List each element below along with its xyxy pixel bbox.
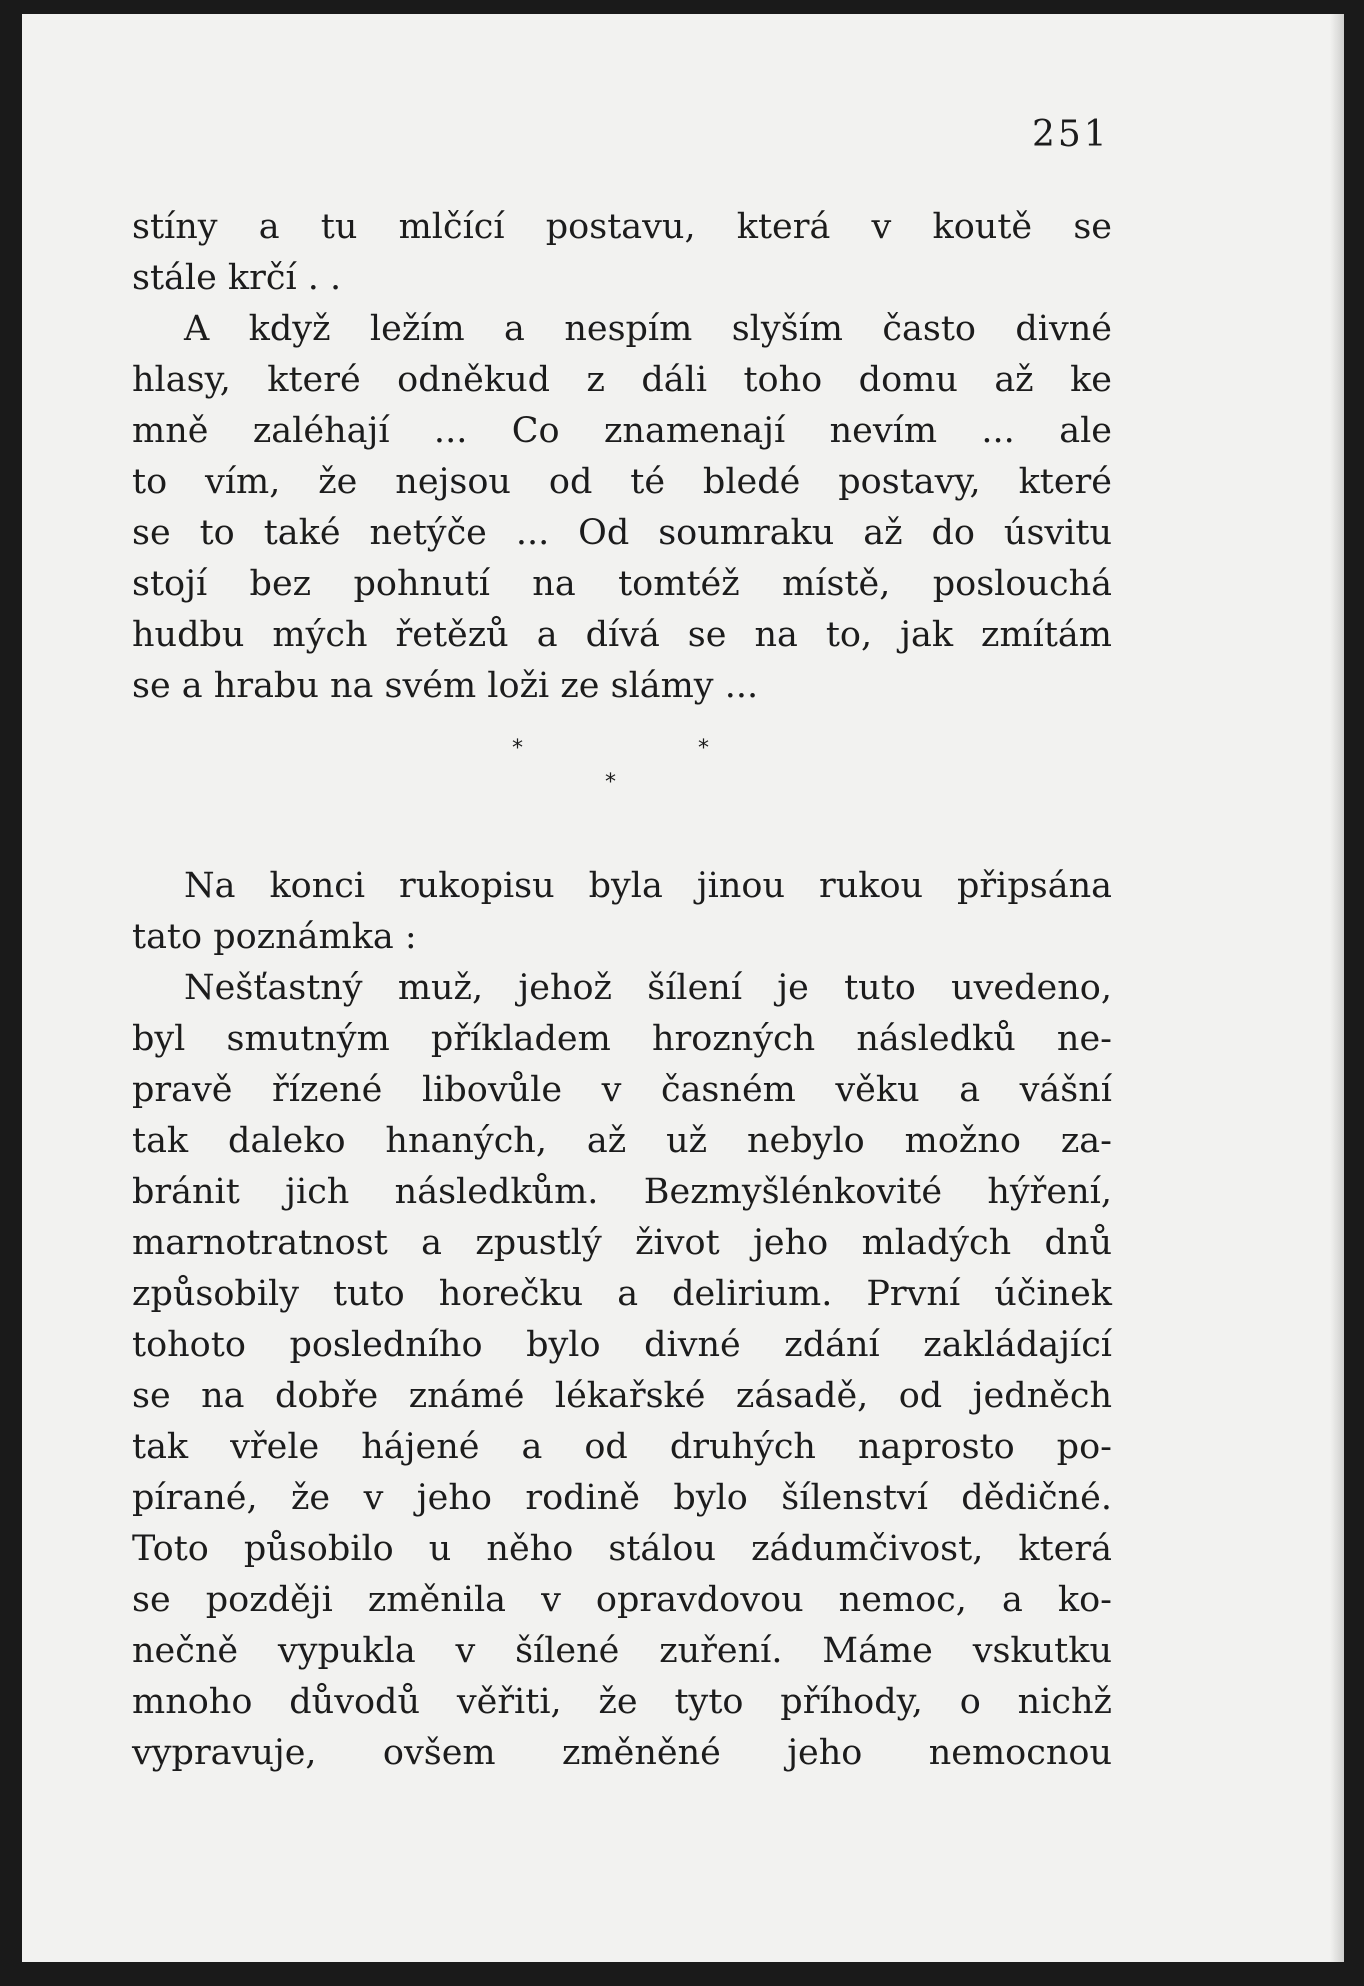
text-line: hudbu mých řetězů a dívá se na to, jak zmítám bbox=[132, 615, 1112, 655]
text-line: A když ležím a nespím slyším často divné bbox=[184, 309, 1112, 349]
text-line: marnotratnost a zpustlý život jeho mladých dnů bbox=[132, 1223, 1112, 1263]
separator-asterisk: * bbox=[512, 736, 523, 761]
text-line: se na dobře známé lékařské zásadě, od jedněch bbox=[132, 1376, 1112, 1416]
text-line: mně zaléhají ... Co znamenají nevím ... ale bbox=[132, 411, 1112, 451]
text-line: hlasy, které odněkud z dáli toho domu až ke bbox=[132, 360, 1112, 400]
text-line: Na konci rukopisu byla jinou rukou připsána bbox=[184, 866, 1112, 906]
page-number: 251 bbox=[1032, 114, 1110, 155]
separator-asterisk: * bbox=[605, 770, 616, 795]
text-line: tak vřele hájené a od druhých naprosto po- bbox=[132, 1427, 1112, 1467]
text-line: byl smutným příkladem hrozných následků ne- bbox=[132, 1019, 1112, 1059]
text-line: způsobily tuto horečku a delirium. První účinek bbox=[132, 1274, 1112, 1314]
text-line: mnoho důvodů věřiti, že tyto příhody, o nichž bbox=[132, 1682, 1112, 1722]
text-line: vypravuje, ovšem změněné jeho nemocnou bbox=[132, 1733, 1112, 1773]
separator-asterisk: * bbox=[698, 736, 709, 761]
text-line: Nešťastný muž, jehož šílení je tuto uvedeno, bbox=[184, 968, 1112, 1008]
text-line: tohoto posledního bylo divné zdání zakládající bbox=[132, 1325, 1112, 1365]
text-line: se a hrabu na svém loži ze slámy ... bbox=[132, 666, 759, 706]
text-line: Toto působilo u něho stálou zádumčivost, která bbox=[132, 1529, 1112, 1569]
text-line: stíny a tu mlčící postavu, která v koutě se bbox=[132, 207, 1112, 247]
book-page bbox=[22, 14, 1344, 1962]
text-line: se to také netýče ... Od soumraku až do úsvitu bbox=[132, 513, 1112, 553]
text-line: se později změnila v opravdovou nemoc, a ko- bbox=[132, 1580, 1112, 1620]
text-line: bránit jich následkům. Bezmyšlénkovité hýření, bbox=[132, 1172, 1112, 1212]
text-line: stojí bez pohnutí na tomtéž místě, poslouchá bbox=[132, 564, 1112, 604]
text-line: pírané, že v jeho rodině bylo šílenství dědičné. bbox=[132, 1478, 1112, 1518]
text-line: nečně vypukla v šílené zuření. Máme vskutku bbox=[132, 1631, 1112, 1671]
text-line: tato poznámka : bbox=[132, 917, 417, 957]
text-line: pravě řízené libovůle v časném věku a vášní bbox=[132, 1070, 1112, 1110]
section-separator bbox=[512, 736, 722, 806]
text-line: to vím, že nejsou od té bledé postavy, které bbox=[132, 462, 1112, 502]
text-line: tak daleko hnaných, až už nebylo možno za- bbox=[132, 1121, 1112, 1161]
text-line: stále krčí . . bbox=[132, 258, 342, 298]
